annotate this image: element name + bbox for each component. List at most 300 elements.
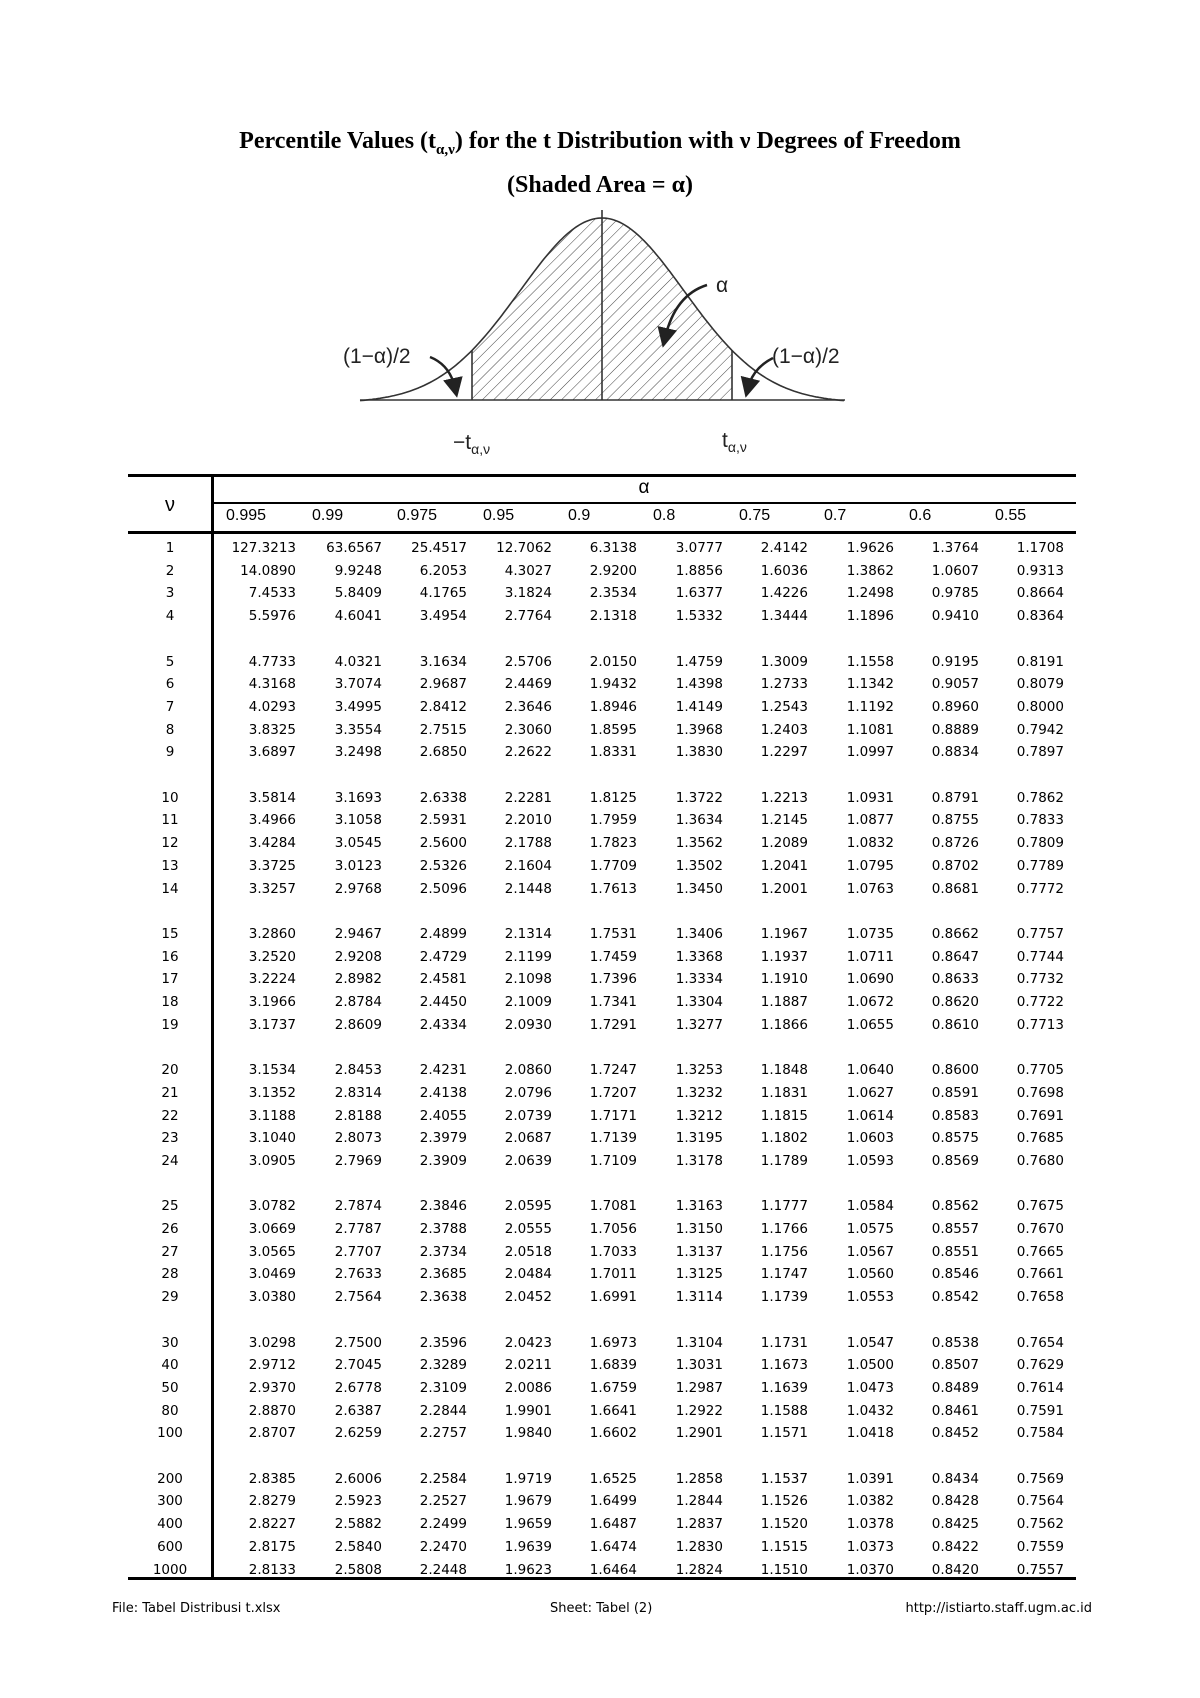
value-cell: 1.6991: [589, 1289, 637, 1306]
value-cell: 0.7789: [1016, 857, 1064, 874]
nu-cell: 26: [161, 1221, 179, 1237]
value-cell: 2.1448: [504, 880, 552, 897]
value-cell: 1.1558: [846, 653, 894, 670]
value-cell: 1.7056: [589, 1221, 637, 1237]
nu-cell: 400: [157, 1516, 183, 1533]
table-row: [128, 878, 1076, 900]
value-cell: 2.2499: [419, 1516, 467, 1533]
value-cell: 0.8428: [931, 1493, 979, 1510]
value-cell: 0.8507: [931, 1357, 979, 1374]
value-cell: 1.1673: [760, 1357, 808, 1374]
value-cell: 0.8575: [931, 1130, 979, 1147]
value-cell: 1.7171: [589, 1107, 637, 1124]
table-row: [128, 1422, 1076, 1444]
table-row: [128, 1400, 1076, 1422]
value-cell: 3.1188: [248, 1107, 296, 1124]
value-cell: 1.1756: [760, 1243, 808, 1260]
value-cell: 1.7247: [589, 1062, 637, 1079]
nu-cell: 17: [161, 971, 179, 988]
value-cell: 0.8422: [931, 1538, 979, 1555]
value-cell: 0.8420: [931, 1561, 979, 1578]
value-cell: 2.7707: [334, 1243, 382, 1260]
value-cell: 0.8452: [931, 1425, 979, 1442]
nu-cell: 12: [161, 835, 179, 852]
value-cell: 2.8279: [248, 1493, 296, 1510]
value-cell: 1.9626: [846, 540, 894, 556]
value-cell: 0.8647: [931, 948, 979, 965]
value-cell: 1.7613: [589, 880, 637, 897]
value-cell: 2.4138: [419, 1084, 467, 1101]
value-cell: 1.6499: [589, 1493, 637, 1510]
value-cell: 1.0370: [846, 1561, 894, 1578]
value-cell: 1.3195: [675, 1130, 723, 1147]
value-cell: 4.1765: [419, 585, 467, 602]
value-cell: 1.0575: [846, 1221, 894, 1237]
value-cell: 2.3596: [419, 1334, 467, 1351]
value-cell: 0.7557: [1016, 1561, 1064, 1578]
value-cell: 0.8889: [931, 721, 979, 738]
nu-cell: 1000: [152, 1561, 188, 1578]
value-cell: 1.6839: [589, 1357, 637, 1374]
value-cell: 0.7680: [1016, 1152, 1064, 1169]
value-cell: 1.0614: [846, 1107, 894, 1124]
nu-cell: 23: [161, 1130, 179, 1147]
value-cell: 1.3444: [760, 608, 808, 625]
value-cell: 2.2757: [419, 1425, 467, 1442]
value-cell: 1.7341: [589, 994, 637, 1010]
table-row: [128, 719, 1076, 741]
value-cell: 3.1824: [504, 585, 552, 602]
value-cell: 2.5096: [419, 880, 467, 897]
value-cell: 1.7459: [589, 948, 637, 965]
value-cell: 0.8726: [931, 835, 979, 852]
value-cell: 0.7732: [1016, 971, 1064, 988]
value-cell: 3.8325: [248, 721, 296, 738]
value-cell: 1.2733: [760, 676, 808, 693]
value-cell: 2.0150: [589, 653, 637, 670]
value-cell: 1.2844: [675, 1493, 723, 1510]
value-cell: 2.7969: [334, 1152, 382, 1169]
value-cell: 1.1910: [760, 971, 808, 988]
value-cell: 0.7722: [1016, 994, 1064, 1010]
value-cell: 14.0890: [240, 562, 296, 579]
value-cell: 2.1199: [504, 948, 552, 965]
value-cell: 2.3646: [504, 698, 552, 715]
page-title: Percentile Values $(t_{\alpha,\nu})$ for the t Distribution with ν Degrees of Freedom: [239, 128, 961, 158]
value-cell: 1.7207: [589, 1084, 637, 1101]
nu-cell: 10: [161, 789, 179, 806]
value-cell: 1.7011: [589, 1266, 637, 1283]
value-cell: 0.7713: [1016, 1016, 1064, 1033]
value-cell: 2.8227: [248, 1516, 296, 1533]
value-cell: 1.2543: [760, 698, 808, 715]
value-cell: 0.7862: [1016, 789, 1064, 806]
value-cell: 2.2584: [419, 1470, 467, 1487]
value-cell: 4.3027: [504, 562, 552, 579]
value-cell: 6.3138: [589, 540, 637, 556]
value-cell: 1.3450: [675, 880, 723, 897]
value-cell: 2.0930: [504, 1016, 552, 1033]
column-header: 0.995: [226, 507, 267, 524]
value-cell: 1.3406: [675, 925, 723, 942]
value-cell: 0.8562: [931, 1198, 979, 1215]
value-cell: 3.1534: [248, 1062, 296, 1079]
value-cell: 0.7569: [1016, 1470, 1064, 1487]
column-header: 0.75: [739, 507, 771, 524]
nu-cell: 27: [161, 1243, 179, 1260]
value-cell: 3.0545: [334, 835, 382, 852]
value-cell: 1.3114: [675, 1289, 723, 1306]
value-cell: 2.4334: [419, 1016, 467, 1033]
value-cell: 1.9719: [504, 1470, 552, 1487]
value-cell: 1.1866: [760, 1016, 808, 1033]
value-cell: 5.5976: [248, 608, 296, 625]
value-cell: 2.0452: [504, 1289, 552, 1306]
value-cell: 1.6377: [675, 585, 723, 602]
value-cell: 1.5332: [675, 608, 723, 625]
value-cell: 1.1815: [760, 1107, 808, 1124]
table-row: [128, 991, 1076, 1013]
value-cell: 3.3554: [334, 721, 382, 738]
value-cell: 2.8870: [248, 1402, 296, 1419]
value-cell: 1.7139: [589, 1130, 637, 1147]
value-cell: 0.7744: [1016, 948, 1064, 965]
value-cell: 1.3137: [675, 1243, 723, 1260]
value-cell: 1.3502: [675, 857, 723, 874]
value-cell: 1.3232: [675, 1084, 723, 1101]
value-cell: 1.0603: [846, 1130, 894, 1147]
table-row: [128, 1332, 1076, 1354]
value-cell: 1.7396: [589, 971, 637, 988]
value-cell: 2.3060: [504, 721, 552, 738]
nu-cell: 20: [161, 1062, 179, 1079]
value-cell: 1.1739: [760, 1289, 808, 1306]
nu-cell: 600: [157, 1538, 183, 1555]
value-cell: 0.7629: [1016, 1357, 1064, 1374]
value-cell: 1.9639: [504, 1538, 552, 1555]
value-cell: 1.7959: [589, 812, 637, 829]
value-cell: 0.7654: [1016, 1334, 1064, 1351]
table-row: [128, 1105, 1076, 1127]
value-cell: 1.3009: [760, 653, 808, 670]
value-cell: 2.7787: [334, 1221, 382, 1237]
value-cell: 3.1634: [419, 653, 467, 670]
value-cell: 2.2448: [419, 1561, 467, 1578]
value-cell: 2.8073: [334, 1130, 382, 1147]
value-cell: 1.0655: [846, 1016, 894, 1033]
value-cell: 2.3846: [419, 1198, 467, 1215]
value-cell: 0.8583: [931, 1107, 979, 1124]
value-cell: 0.7670: [1016, 1221, 1064, 1237]
value-cell: 3.3257: [248, 880, 296, 897]
value-cell: 0.8681: [931, 880, 979, 897]
value-cell: 3.0905: [248, 1152, 296, 1169]
value-cell: 1.3277: [675, 1016, 723, 1033]
value-cell: 2.7045: [334, 1357, 382, 1374]
table-row: [128, 1059, 1076, 1081]
value-cell: 2.5840: [334, 1538, 382, 1555]
nu-cell: 9: [165, 744, 175, 761]
value-cell: 3.0777: [675, 540, 723, 556]
table-row: [128, 923, 1076, 945]
value-cell: 2.2470: [419, 1538, 467, 1555]
value-cell: 3.0565: [248, 1243, 296, 1260]
value-cell: 2.0639: [504, 1152, 552, 1169]
value-cell: 3.3725: [248, 857, 296, 874]
value-cell: 2.0484: [504, 1266, 552, 1283]
value-cell: 2.8133: [248, 1561, 296, 1578]
value-cell: 1.0567: [846, 1243, 894, 1260]
value-cell: 2.2010: [504, 812, 552, 829]
value-cell: 1.1520: [760, 1516, 808, 1533]
value-cell: 2.8385: [248, 1470, 296, 1487]
value-cell: 1.3334: [675, 971, 723, 988]
value-cell: 1.1831: [760, 1084, 808, 1101]
value-cell: 2.0595: [504, 1198, 552, 1215]
value-cell: 0.8791: [931, 789, 979, 806]
column-header: 0.9: [568, 507, 591, 524]
t-label: $t_{\alpha,\nu}$: [722, 429, 747, 456]
value-cell: 1.9659: [504, 1516, 552, 1533]
value-cell: 0.8755: [931, 812, 979, 829]
nu-cell: 11: [161, 812, 179, 829]
value-cell: 1.1887: [760, 994, 808, 1010]
value-cell: 0.8542: [931, 1289, 979, 1306]
table-row: [128, 1468, 1076, 1490]
table-row: [128, 809, 1076, 831]
value-cell: 2.3909: [419, 1152, 467, 1169]
value-cell: 2.6387: [334, 1402, 382, 1419]
nu-cell: 3: [165, 585, 175, 602]
value-cell: 0.7675: [1016, 1198, 1064, 1215]
left-tail-arrow: [430, 357, 455, 388]
value-cell: 2.8175: [248, 1538, 296, 1555]
alpha-column-header: α: [638, 477, 650, 498]
value-cell: 12.7062: [496, 540, 552, 556]
value-cell: 127.3213: [231, 540, 296, 556]
value-cell: 1.0593: [846, 1152, 894, 1169]
value-cell: 2.9687: [419, 676, 467, 693]
footer-file: File: Tabel Distribusi t.xlsx: [112, 1601, 281, 1616]
value-cell: 1.1708: [1016, 540, 1064, 556]
value-cell: 3.0380: [248, 1289, 296, 1306]
value-cell: 1.4398: [675, 676, 723, 693]
value-cell: 4.6041: [334, 608, 382, 625]
value-cell: 7.4533: [248, 585, 296, 602]
value-cell: 2.3788: [419, 1221, 467, 1237]
nu-cell: 29: [161, 1289, 179, 1306]
table-row: [128, 651, 1076, 673]
value-cell: 0.9313: [1016, 562, 1064, 579]
value-cell: 3.0298: [248, 1334, 296, 1351]
value-cell: 4.0293: [248, 698, 296, 715]
value-cell: 2.5931: [419, 812, 467, 829]
value-cell: 1.3212: [675, 1107, 723, 1124]
value-cell: 1.0553: [846, 1289, 894, 1306]
value-cell: 1.1639: [760, 1379, 808, 1396]
value-cell: 0.7685: [1016, 1130, 1064, 1147]
value-cell: 2.3534: [589, 585, 637, 602]
value-cell: 0.8620: [931, 994, 979, 1010]
value-cell: 0.8425: [931, 1516, 979, 1533]
value-cell: 0.7584: [1016, 1425, 1064, 1442]
value-cell: 0.8664: [1016, 585, 1064, 602]
value-cell: 1.1896: [846, 608, 894, 625]
table-row: [128, 696, 1076, 718]
nu-cell: 300: [157, 1493, 183, 1510]
value-cell: 2.7874: [334, 1198, 382, 1215]
value-cell: 2.3638: [419, 1289, 467, 1306]
value-cell: 1.0711: [846, 948, 894, 965]
nu-cell: 6: [165, 676, 175, 693]
value-cell: 0.7661: [1016, 1266, 1064, 1283]
value-cell: 2.1009: [504, 994, 552, 1010]
value-cell: 0.8364: [1016, 608, 1064, 625]
value-cell: 2.0687: [504, 1130, 552, 1147]
value-cell: 0.8557: [931, 1221, 979, 1237]
value-cell: 0.8591: [931, 1084, 979, 1101]
value-cell: 1.0418: [846, 1425, 894, 1442]
value-cell: 2.0211: [504, 1357, 552, 1374]
alpha-label: α: [716, 274, 729, 297]
table-row: [128, 1082, 1076, 1104]
value-cell: 3.6897: [248, 744, 296, 761]
value-cell: 1.3830: [675, 744, 723, 761]
value-cell: 0.7562: [1016, 1516, 1064, 1533]
value-cell: 1.1510: [760, 1561, 808, 1578]
value-cell: 1.0382: [846, 1493, 894, 1510]
value-cell: 2.1098: [504, 971, 552, 988]
value-cell: 1.0640: [846, 1062, 894, 1079]
value-cell: 1.0547: [846, 1334, 894, 1351]
value-cell: 1.6641: [589, 1402, 637, 1419]
value-cell: 63.6567: [326, 540, 382, 556]
table-row: [128, 787, 1076, 809]
value-cell: 1.0560: [846, 1266, 894, 1283]
value-cell: 1.9840: [504, 1425, 552, 1442]
value-cell: 2.4899: [419, 925, 467, 942]
nu-cell: 21: [161, 1084, 179, 1101]
value-cell: 1.1937: [760, 948, 808, 965]
column-header: 0.6: [909, 507, 932, 524]
value-cell: 3.4954: [419, 608, 467, 625]
nu-column-header: ν: [165, 494, 175, 516]
value-cell: 2.9370: [248, 1379, 296, 1396]
table-row: [128, 1195, 1076, 1217]
value-cell: 1.3764: [931, 540, 979, 556]
value-cell: 2.1314: [504, 925, 552, 942]
right-tail-label: (1−α)/2: [772, 345, 840, 368]
page-subtitle: (Shaded Area = α): [507, 172, 693, 198]
value-cell: 2.7764: [504, 608, 552, 625]
value-cell: 1.7823: [589, 835, 637, 852]
value-cell: 2.8314: [334, 1084, 382, 1101]
table-row: [128, 741, 1076, 763]
value-cell: 2.3109: [419, 1379, 467, 1396]
value-cell: 2.6259: [334, 1425, 382, 1442]
value-cell: 3.5814: [248, 789, 296, 806]
value-cell: 4.7733: [248, 653, 296, 670]
footer-url: http://istiarto.staff.ugm.ac.id: [905, 1601, 1092, 1616]
value-cell: 1.1802: [760, 1130, 808, 1147]
value-cell: 1.3031: [675, 1357, 723, 1374]
table-row: [128, 560, 1076, 582]
value-cell: 9.9248: [334, 562, 382, 579]
value-cell: 1.8856: [675, 562, 723, 579]
nu-cell: 16: [161, 948, 179, 965]
value-cell: 1.7109: [589, 1152, 637, 1169]
table-row: [128, 1286, 1076, 1308]
value-cell: 0.8538: [931, 1334, 979, 1351]
value-cell: 1.1537: [760, 1470, 808, 1487]
value-cell: 1.1777: [760, 1198, 808, 1215]
table-header-bottom-rule: [128, 531, 1076, 534]
table-row: [128, 673, 1076, 695]
nu-cell: 200: [157, 1470, 183, 1487]
value-cell: 0.7942: [1016, 721, 1064, 738]
value-cell: 0.7698: [1016, 1084, 1064, 1101]
nu-cell: 19: [161, 1016, 179, 1033]
value-cell: 2.8609: [334, 1016, 382, 1033]
value-cell: 0.7564: [1016, 1493, 1064, 1510]
value-cell: 0.7614: [1016, 1379, 1064, 1396]
value-cell: 2.2622: [504, 744, 552, 761]
value-cell: 0.7833: [1016, 812, 1064, 829]
value-cell: 2.7500: [334, 1334, 382, 1351]
value-cell: 0.7658: [1016, 1289, 1064, 1306]
value-cell: 3.2520: [248, 948, 296, 965]
value-cell: 0.8610: [931, 1016, 979, 1033]
value-cell: 1.0997: [846, 744, 894, 761]
table-row: [128, 832, 1076, 854]
value-cell: 1.3253: [675, 1062, 723, 1079]
value-cell: 3.4966: [248, 812, 296, 829]
value-cell: 1.6487: [589, 1516, 637, 1533]
value-cell: 2.8784: [334, 994, 382, 1010]
table-header-rule: [212, 502, 1076, 504]
value-cell: 1.2922: [675, 1402, 723, 1419]
value-cell: 3.2860: [248, 925, 296, 942]
value-cell: 3.2224: [248, 971, 296, 988]
column-header: 0.95: [483, 507, 515, 524]
value-cell: 1.2901: [675, 1425, 723, 1442]
value-cell: 1.0373: [846, 1538, 894, 1555]
value-cell: 2.4055: [419, 1107, 467, 1124]
value-cell: 1.1789: [760, 1152, 808, 1169]
value-cell: 3.0469: [248, 1266, 296, 1283]
value-cell: 2.4450: [419, 994, 467, 1010]
value-cell: 2.4729: [419, 948, 467, 965]
value-cell: 1.2001: [760, 880, 808, 897]
column-header: 0.975: [397, 507, 438, 524]
table-row: [128, 946, 1076, 968]
value-cell: 1.2498: [846, 585, 894, 602]
value-cell: 0.7772: [1016, 880, 1064, 897]
value-cell: 2.0739: [504, 1107, 552, 1124]
value-cell: 1.3862: [846, 562, 894, 579]
value-cell: 1.1967: [760, 925, 808, 942]
value-cell: 2.9467: [334, 925, 382, 942]
value-cell: 1.2297: [760, 744, 808, 761]
value-cell: 0.8600: [931, 1062, 979, 1079]
table-row: [128, 1513, 1076, 1535]
value-cell: 0.7665: [1016, 1243, 1064, 1260]
value-cell: 2.1788: [504, 835, 552, 852]
value-cell: 2.3685: [419, 1266, 467, 1283]
value-cell: 0.9410: [931, 608, 979, 625]
table-row: [128, 1150, 1076, 1172]
value-cell: 0.9195: [931, 653, 979, 670]
